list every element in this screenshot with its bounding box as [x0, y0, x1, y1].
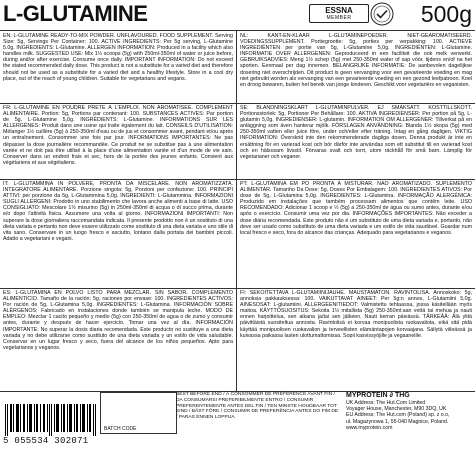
approved-seal-icon — [370, 2, 394, 26]
text-block-en: EN: L-GLUTAMINE READY-TO-MIX POWDER. UNFLAVOURED. FOOD SUPPLEMENT. Serving Size: 5g, Servings Per Container: 100. ACTIVE INGREDIENTS: Per 5g serving, L-Glutamine 5.0g. INGREDIENTS: L-Glutamine. ALLERGEN INFORMATION: Produced in a facility which also handles milk. SUGGESTED USE: Mix 1½ scoops (5g) with 250ml-350ml of water or juice before, during and/or after exercise. Consume once daily. IMPORTANT INFORMATION: Do not exceed the stated recommended daily dose. This product is not a substitute for a varied diet and therefore should not be used as a substitute for a varied diet and a healthy lifestyle. Store in a cool dry place, out of the reach of young children. Suitable for vegetarians and vegans. — [3, 33, 233, 82]
company-line: UK Address: The Hut.Com Limited — [346, 400, 426, 406]
company-info — [346, 392, 474, 431]
barcode-icon — [3, 404, 98, 436]
column-divider — [236, 31, 237, 391]
logo-bottom-text: MEMBER — [326, 15, 352, 21]
company-title: MYPROTEIN ∂ THG — [346, 392, 410, 399]
text-block-se: SE: BLANDNINGSKLART L-GLUTAMINPULVER. EJ SMAKSATT. KOSTTILLSKOTT. Portionsstorlek: 5g, Portioner Per Behållare: 100. AKTIVA INGREDIENSER: Per portion på 5g, L-glutamin 5,0g. INGREDIENSER: L-glutamin. INFORMATION OM ALLERGENER: Tillverkat på en anläggning som även hanterar mjölk. FÖRSLAGEN ANVÄNDNING: Blanda 1½ skopa (5g) med 250-350ml vatten eller juice före, under och/eller efter träning. Intag en gång dagligen. VIKTIG INFORMATION: Överskrid inte den rekommenderade dagliga dosen. Denna produkt är inte en ersättning för en varierad kost och bör därför inte användas som ett substitut till en varierad kost och en hälsosam livsstil. Förvaras svalt och torrt, utom räckhåll för små barn. Lämplig för vegetarianer och veganer. — [240, 105, 472, 160]
company-line: EU Address: The Hut.com (Poland) sp. z o.o, — [346, 412, 450, 419]
barcode-number: 5 055534 302071 — [3, 436, 89, 446]
text-block-es: ES: L-GLUTAMINA EN POLVO LISTO PARA MEZCLAR. SIN SABOR. COMPLEMENTO ALIMENTICIO. Tamaño de la ración: 5g, raciones por envase: 100. INGREDIENTES ACTIVOS: Por ración de 5g, L-Glutamina 5,0g. INGREDIENTES: L-Glutamina. INFORMACIÓN SOBRE ALÉRGENOS: Fabricado en instalaciones donde también se manipula leche. MODO DE EMPLEO: Mezclar 1 cacito pequeño y medio (5g) con 250-350ml de agua o de zumo y consumir antes, durante y después de hacer ejercicio. Tomar una vez al día. INFORMACIÓN IMPORTANTE: No superar la dosis diaria recomendada. Este producto no sustituye a una dieta variada y no debe utilizarse como sustituto de una dieta variada y un estilo de vida saludable. Conservar en un lugar fresco y seco, fuera del alcance de los niños pequeños. Apto para vegetarianos y veganos. — [3, 290, 233, 351]
text-block-pt: PT: L-GLUTAMINA EM PÓ PRONTA A MISTURAR. NÃO AROMATIZADO. SUPLEMENTO ALIMENTAR. Tamanho Da Dose: 5g, Doses Por Embalagem: 100. INGREDIENTES ATIVOS: Por dose de 5g, L-Glutamina 5,0g. INGREDIENTES: L-Glutamina. INFORMAÇÃO ALERGÉNICA: Produzido em instalações que também processam alimentos que contêm leite. USO RECOMENDADO: Adicionar 1 scoop e ½ (5g) a 250-350ml de água ou sumo antes, durante e/ou após o exercício. Consumir uma vez por dia. INFORMAÇÕES IMPORTANTES: Não exceder a dose diária recomendada. Este produto não é um substituto de uma dieta variada e, portanto, não deve ser usado como substituto de uma dieta variada e um estilo de vida saudável. Guardar num local fresco e seco, fora do alcance das crianças. Adequado para vegetarianos e veganos. — [240, 181, 472, 236]
row-divider-2 — [0, 179, 475, 180]
company-line: ul. Magazynowa 1, 55-040 Magnice, Poland. — [346, 418, 449, 425]
row-divider-1 — [0, 103, 475, 104]
text-block-nl: NL: KANT-EN-KLAAR L-GLUTAMINEPOEDER. NIET-GEAROMATISEERD. VOEDINGSSUPPLEMENT. Portiegrootte: 5g, porties per verpakking: 100. ACTIEVE INGREDIËNTEN per portie van 5g, L-Glutamine 5,0g. INGREDIËNTEN: L-Glutamine. INFORMATIE OVER ALLERGENEN: Geproduceerd in een faciliteit die ook melk verwerkt. GEBRUIKSADVIES: Meng 1½ schep (5g) met 250-350ml water of sap vóór, tijdens en/of na het sporten. Eenmaal per dag innemen. BELANGRIJKE INFORMATIE: De aanbevolen dagelijkse dosering niet overschrijden. Dit product is geen vervanging voor een gevarieerde voeding en mag niet gebruikt worden als vervanging van een gevarieerde voeding en een gezond leefpatroon. Koel en droog bewaren, buiten het bereik van jonge kinderen. Geschikt voor vegetariërs en veganisten. — [240, 33, 472, 88]
best-before-text: BEST BEFORE END / À CONSOMMER DE PRÉFÉRENCE AVANT FIN / DA CONSUMARSI PREFERIBILMENTE ENTRO / CONSUMIR PREFERENTEMENTE ANTES DEL FIN / TEN MINSTE HOUDBAAR TOT EIND / BÄST FÖRE / CONSUMIR DE PREFERÊNCIA ANTES DO FIM DE / PARAS ENNEN LOPPUA — [176, 392, 339, 421]
text-block-it: IT: L-GLUTAMMINA IN POLVERE, PRONTA DA MISCELARE. NON AROMATIZZATA. INTEGRATORE ALIMENTARE. Porzione singola: 5g, Porzioni per confezione: 100. PRINCIPI ATTIVI: per porzione da 5g, L-Glutammina 5,0g. INGREDIENTI: L-Glutammina. INFORMAZIONI SUGLI ALLERGENI: Prodotto in uno stabilimento che lavora anche alimenti a base di latte. USO CONSIGLIATO: Mescolare 1½ misurino (5g) in 250ml-350ml di acqua o di succo prima, durante e/o dopo l'attività fisica. Assumere una volta al giorno. INFORMAZIONI IMPORTANTI: Non superare la dose giornaliera raccomandata indicata. Il presente prodotto non è un sostituto di una dieta variata e pertanto non deve essere utilizzato come sostituto di una dieta variata e uno stile di vita sano. Conservare in un luogo fresco e asciutto, lontano dalla portata dei bambini piccoli. Adatto a vegetariani e vegani. — [3, 181, 233, 242]
text-block-fi: FI: SEKOITETTAVA L-GLUTAMIINIJAUHE. MAUSTAMATON. RAVINTOLISÄ. Annoskoko: 5g, annoksia pakkauksessa: 100. VAIKUTTAVAT AINEET: Per 5g:n annos, L-Glutamiini 5,0g. AINESOSAT: L-glutamiini. ALLERGEENITIEDOT: Valmistettu tehtaassa, jossa käsitellään myös maitoa. KÄYTTÖSUOSITUS: Sekoita 1½ mitallista (5g) 250-350ml:aan vettä tai mehua ja nauti ennen harjoittelua, sen aikana ja/tai sen jälkeen. Nauti kerran päivässä. TÄRKEÄÄ: Älä ylitä päivittäistä suositeltua annosta. Ravintolisä ei korvaa monipuolista ruokavaliota, eikä sitä pidä käyttää monipuolisen ruokavalion ja terveellisten elämäntapojen korvaajana. Säilytä viileässä ja kuivassa paikassa lasten ulottumattomissa. Sopii kasvissyöjille ja vegaaneille. — [240, 290, 472, 339]
row-divider-3 — [0, 288, 475, 289]
net-weight: 500g — [420, 1, 472, 27]
product-title: L-GLUTAMINE — [3, 1, 148, 26]
label-header — [0, 0, 475, 29]
header-divider — [0, 30, 475, 31]
text-block-fr: FR: L-GLUTAMINE EN POUDRE PRÊTE À L'EMPLOI. NON AROMATISÉE. COMPLÉMENT ALIMENTAIRE. Portion: 5g, Portions par contenant: 100. SUBSTANCES ACTIVES: Par portion de 5g, L-Glutamine 5,0g. INGRÉDIENTS: L-Glutamine. INFORMATIONS SUR LES ALLERGÈNES: Produit dans une usine qui traite également du lait. CONSEILS D'UTILISATION: Mélanger 1½ cuillère (5g) à 250-350ml d'eau ou de jus et consommer avant, pendant et/ou après un entraînement. Consommer une fois par jour. INFORMATIONS IMPORTANTES: Ne pas dépasser la dose journalière recommandée. Ce produit ne se substitue pas à une alimentation variée et ne doit pas être utilisé à la place d'une alimentation variée et d'un mode de vie sain. Conserver dans un endroit frais et sec, hors de la portée des jeunes enfants. Convient aux végétariens et aux végétaliens. — [3, 105, 233, 166]
company-line: Voyager House, Manchester, M90 3DQ, UK — [346, 406, 447, 413]
company-line: www.myprotein.com — [346, 424, 393, 431]
batch-code-label: BATCH CODE — [104, 426, 137, 432]
logo-top-text: ESSNA — [325, 6, 353, 15]
essna-logo — [309, 4, 369, 23]
